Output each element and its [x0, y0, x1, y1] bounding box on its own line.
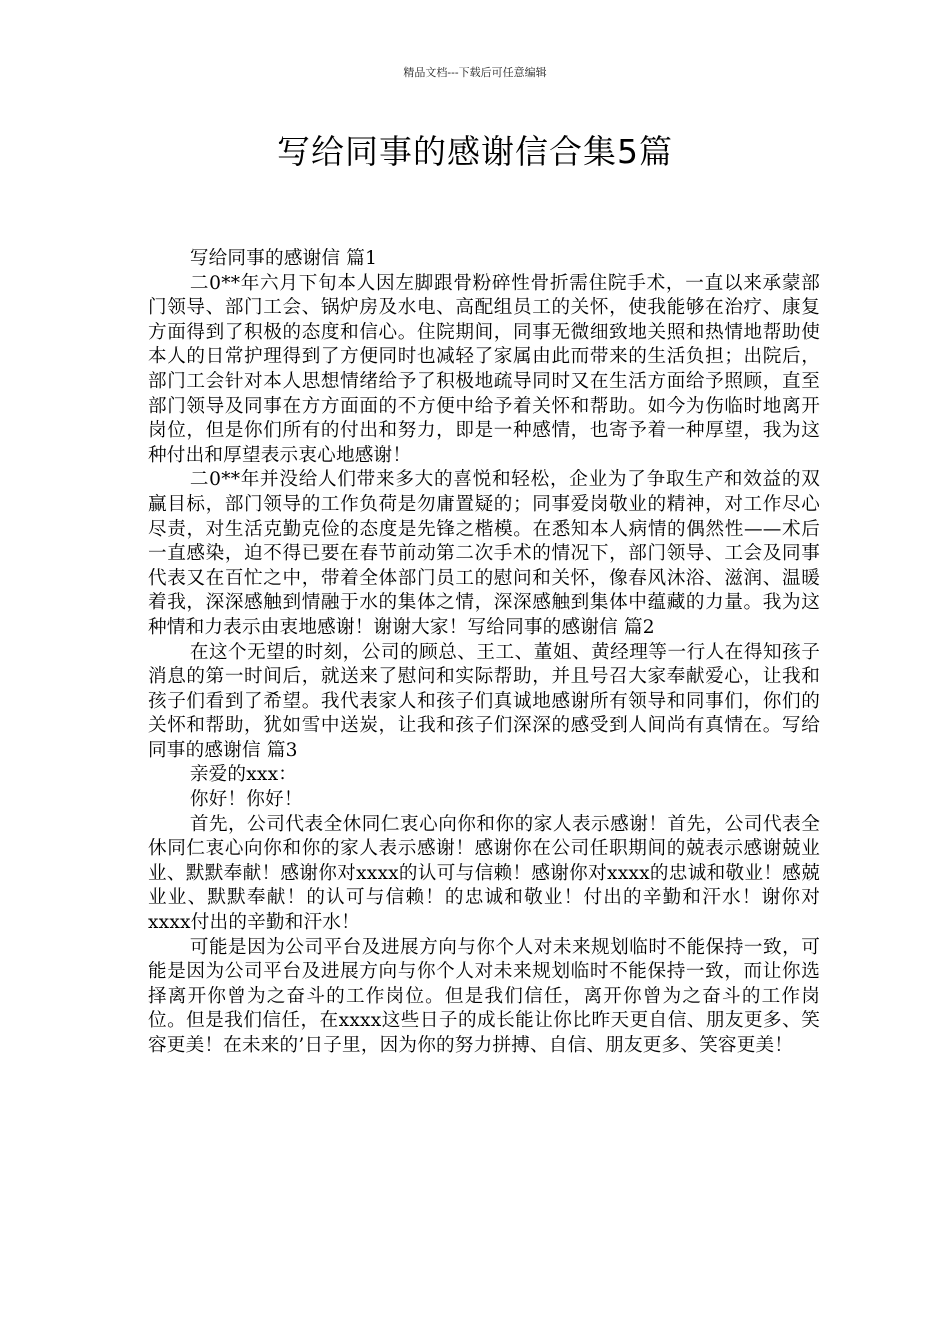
paragraph-section-heading-1: 写给同事的感谢信 篇1 [189, 248, 378, 269]
paragraph: 二0**年并没给人们带来多大的喜悦和轻松，企业为了争取生产和效益的双赢目标，部门领导的工作负荷是勿庸置疑的；同事爱岗敬业的精神，对工作尽心尽责，对生活克勤克俭的态度是先锋之楷模。在悉知本人病情的偶然性——术后一直感染，迫不得已要在春节前动第二次手术的情况下，部门领导、工会及同事代表又在百忙之中，带着全体部门员工的慰问和关怀，像春风沐浴、滋润、温暖着我，深深感触到情融于水的集体之情，深深感触到集体中蕴藏的力量。我为这种情和力表示由衷地感谢！谢谢大家！写给同事的感谢信 篇2 [148, 469, 820, 638]
paragraph-greeting: 你好！你好！ [189, 789, 303, 811]
document-title: 写给同事的感谢信合集5篇 [277, 132, 673, 171]
document-body [148, 247, 820, 1059]
paragraph-salutation: 亲爱的xxx： [189, 764, 298, 786]
header-note: 精品文档---下载后可任意编辑 [403, 66, 547, 79]
paragraph: 二0**年六月下旬本人因左脚跟骨粉碎性骨折需住院手术，一直以来承蒙部门领导、部门工会、锅炉房及水电、高配组员工的关怀，使我能够在治疗、康复方面得到了积极的态度和信心。住院期间，同事无微细致地关照和热情地帮助使本人的日常护理得到了方便同时也减轻了家属由此而带来的生活负担；出院后，部门工会针对本人思想情绪给予了积极地疏导同时又在生活方面给予照顾，直至部门领导及同事在方方面面的不方便中给予着关怀和帮助。如今为伤临时地离开岗位，但是你们所有的付出和努力，即是一种感情，也寄予着一种厚望，我为这种付出和厚望表示衷心地感谢！ [148, 272, 820, 466]
paragraph: 可能是因为公司平台及进展方向与你个人对未来规划临时不能保持一致，可能是因为公司平台及进展方向与你个人对未来规划临时不能保持一致，而让你选择离开你曾为之奋斗的工作岗位。但是我们信任，离开你曾为之奋斗的工作岗位。但是我们信任，在xxxx这些日子的成长能让你比昨天更自信、朋友更多、笑容更美！在未来的’日子里，因为你的努力拼搏、自信、朋友更多、笑容更美！ [148, 936, 820, 1056]
paragraph: 首先，公司代表全休同仁衷心向你和你的家人表示感谢！首先，公司代表全休同仁衷心向你和你的家人表示感谢！感谢你在公司任职期间的兢表示感谢兢业业、默默奉献！感谢你对xxxx的认可与信赖！感谢你对xxxx的忠诚和敬业！感兢业业、默默奉献！的认可与信赖！的忠诚和敬业！付出的辛勤和汗水！谢你对xxxx付出的辛勤和汗水！ [148, 813, 820, 934]
paragraph: 在这个无望的时刻，公司的顾总、王工、董姐、黄经理等一行人在得知孩子消息的第一时间后，就送来了慰问和实际帮助，并且号召大家奉献爱心，让我和孩子们看到了希望。我代表家人和孩子们真诚地感谢所有领导和同事们，你们的关怀和帮助，犹如雪中送炭，让我和孩子们深深的感受到人间尚有真情在。写给同事的感谢信 篇3 [148, 641, 820, 761]
